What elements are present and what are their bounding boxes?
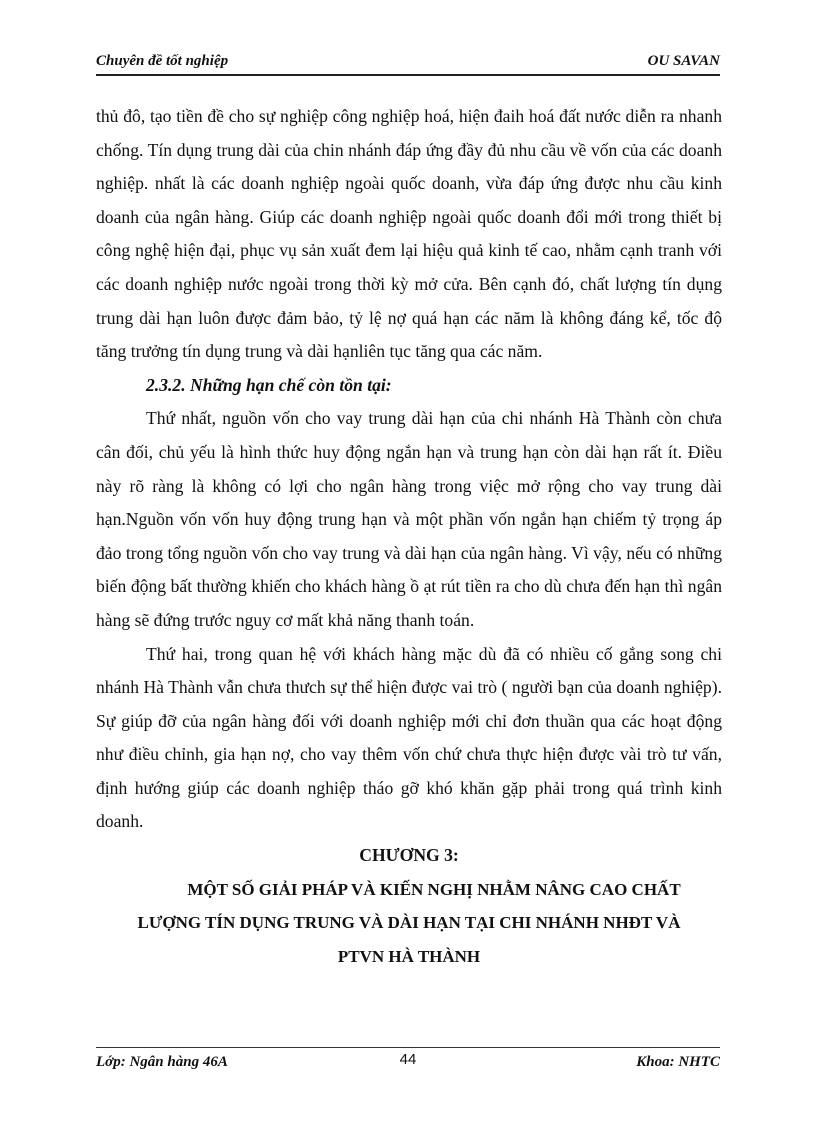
- paragraph-2: Thứ nhất, nguồn vốn cho vay trung dài hạn của chi nhánh Hà Thành còn chưa cân đối, chủ yếu là hình thức huy động ngắn hạn và trung hạn còn dài hạn rất ít. Điều này rõ ràng là không có lợi cho ngân hàng trong việc mở rộng cho vay trung dài hạn.Nguồn vốn vốn huy động trung hạn và một phần vốn ngắn hạn chiếm tỷ trọng áp đảo trong tổng nguồn vốn cho vay trung và dài hạn của ngân hàng. Vì vậy, nếu có những biến động bất thường khiến cho khách hàng ồ ạt rút tiền ra cho dù chưa đến hạn thì ngân hàng sẽ đứng trước nguy cơ mất khả năng thanh toán.: [96, 408, 722, 630]
- footer-class: Lớp: Ngân hàng 46A: [96, 1054, 228, 1070]
- header-author: OU SAVAN: [647, 53, 720, 69]
- header-title: Chuyên đề tốt nghiệp: [96, 53, 229, 69]
- chapter-title-line-3: PTVN HÀ THÀNH: [337, 946, 481, 966]
- page-footer: [96, 1047, 720, 1072]
- chapter-heading: CHƯƠNG 3:: [359, 845, 459, 866]
- page-header: [96, 50, 720, 76]
- paragraph-3: Thứ hai, trong quan hệ với khách hàng mặc dù đã có nhiều cố gắng song chi nhánh Hà Thành vẫn chưa thưch sự thể hiện được vai trò ( người bạn của doanh nghiệp). Sự giúp đỡ của ngân hàng đối với doanh nghiệp mới chỉ đơn thuần qua các hoạt động như điều chỉnh, gia hạn nợ, cho vay thêm vốn chứ chưa thực hiện được vài trò tư vấn, định hướng giúp các doanh nghiệp tháo gỡ khó khăn gặp phải trong quá trình kinh doanh.: [96, 643, 722, 832]
- section-subheading: 2.3.2. Những hạn chế còn tồn tại:: [146, 374, 392, 395]
- chapter-title-line-2: LƯỢNG TÍN DỤNG TRUNG VÀ DÀI HẠN TẠI CHI NHÁNH NHĐT VÀ: [137, 913, 681, 933]
- document-body: [96, 100, 722, 973]
- page-number: 44: [399, 1051, 417, 1068]
- footer-faculty: Khoa: NHTC: [636, 1054, 720, 1070]
- paragraph-1: thủ đô, tạo tiền đề cho sự nghiệp công nghiệp hoá, hiện đaih hoá đất nước diễn ra nhanh chống. Tín dụng trung dài của chin nhánh đáp ứng đầy đủ nhu cầu về vốn của các doanh nghiệp. nhất là các doanh nghiệp ngoài quốc doanh, vừa đáp ứng được nhu cầu kinh doanh của ngân hàng. Giúp các doanh nghiệp ngoài quốc doanh đổi mới trong thiết bị công nghệ hiện đại, phục vụ sản xuất đem lại hiệu quả kinh tế cao, nhằm cạnh tranh với các doanh nghiệp nước ngoài trong thời kỳ mở cửa. Bên cạnh đó, chất lượng tín dụng trung dài hạn luôn được đảm bảo, tỷ lệ nợ quá hạn các năm là không đáng kể, tốc độ tăng trưởng tín dụng trung và dài hạnliên tục tăng qua các năm.: [96, 106, 722, 362]
- chapter-title-line-1: MỘT SỐ GIẢI PHÁP VÀ KIẾN NGHỊ NHẰM NÂNG CAO CHẤT: [187, 879, 681, 899]
